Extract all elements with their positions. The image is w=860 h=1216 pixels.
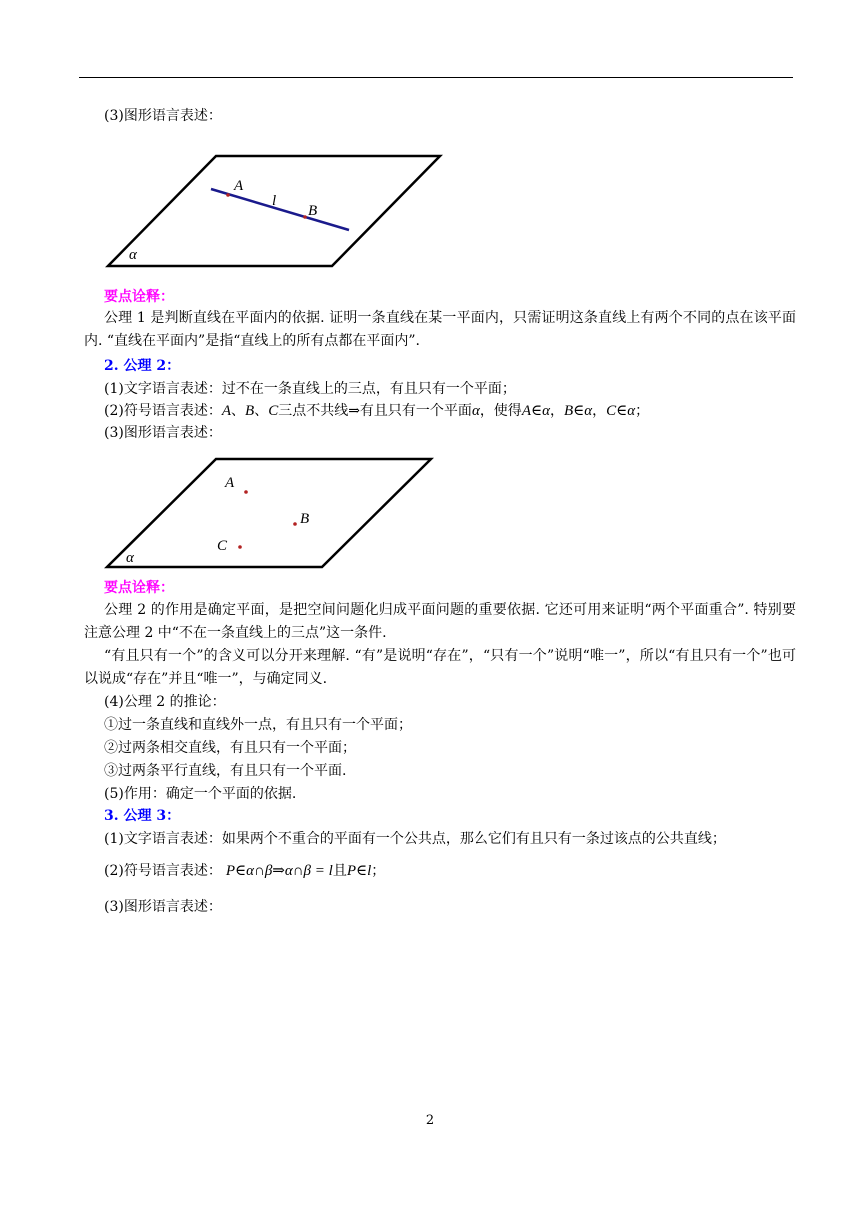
label-C: C (217, 538, 228, 554)
axiom2-corollary-title: (4)公理 2 的推论： (104, 694, 226, 710)
axiom2-note-paragraph-1: 公理 2 的作用是确定平面，是把空间问题化归成平面问题的重要依据. 它还可用来证明“两个平面重合”. 特别要注意公理 2 中“不在一条直线上的三点”这一条件. (84, 602, 796, 641)
label-A: A (225, 475, 235, 491)
axiom2-plane-figure (104, 455, 434, 570)
plane-parallelogram (108, 156, 440, 266)
label-B: B (308, 203, 318, 219)
point-A (244, 490, 248, 494)
corollary-item: ③过两条平行直线，有且只有一个平面. (104, 763, 347, 779)
label-A: A (234, 178, 244, 194)
label-alpha: α (129, 247, 137, 263)
axiom3-text-language: (1)文字语言表述：如果两个不重合的平面有一个公共点，那么它们有且只有一条过该点的公共直线； (104, 831, 726, 847)
axiom2-symbol-language: (2)符号语言表述：A、B、C三点不共线⇒有且只有一个平面α，使得A∈α，B∈α，C∈α； (104, 403, 650, 419)
axiom2-text-language: (1)文字语言表述：过不在一条直线上的三点，有且只有一个平面； (104, 381, 516, 397)
axiom2-function: (5)作用：确定一个平面的依据. (104, 786, 297, 802)
axiom2-graphic-heading: (3)图形语言表述： (104, 425, 222, 441)
axiom2-title: 2. 公理 2： (104, 358, 181, 374)
corollary-item: ②过两条相交直线，有且只有一个平面； (104, 740, 356, 756)
axiom1-note-title: 要点诠释： (104, 289, 174, 305)
axiom3-title: 3. 公理 3： (104, 808, 181, 824)
page-number: 2 (425, 1113, 435, 1128)
axiom3-symbol-language: (2)符号语言表述： P∈α∩β⇒α∩β = l且P∈l； (104, 863, 386, 879)
point-B (293, 522, 297, 526)
point-B (303, 215, 307, 219)
label-l: l (272, 193, 277, 209)
line-l (211, 189, 349, 230)
point-A (226, 193, 230, 197)
axiom1-plane-figure (104, 150, 444, 270)
label-B: B (300, 511, 310, 527)
axiom2-note-paragraph-2: “有且只有一个”的含义可以分开来理解. “有”是说明“存在”，“只有一个”说明“唯一”，所以“有且只有一个”也可以说成“存在”并且“唯一”，与确定同义. (84, 648, 796, 687)
corollary-item: ①过一条直线和直线外一点，有且只有一个平面； (104, 717, 412, 733)
header-rule (79, 77, 793, 78)
axiom2-note-title: 要点诠释： (104, 580, 174, 596)
axiom1-graphic-heading: (3)图形语言表述： (104, 108, 222, 124)
axiom1-note-text: 公理 1 是判断直线在平面内的依据. 证明一条直线在某一平面内，只需证明这条直线上有两个不同的点在该平面内. “直线在平面内”是指“直线上的所有点都在平面内”. (84, 310, 796, 349)
label-alpha: α (126, 550, 134, 566)
axiom3-graphic-heading: (3)图形语言表述： (104, 899, 222, 915)
point-C (238, 545, 242, 549)
plane-parallelogram (107, 459, 431, 567)
